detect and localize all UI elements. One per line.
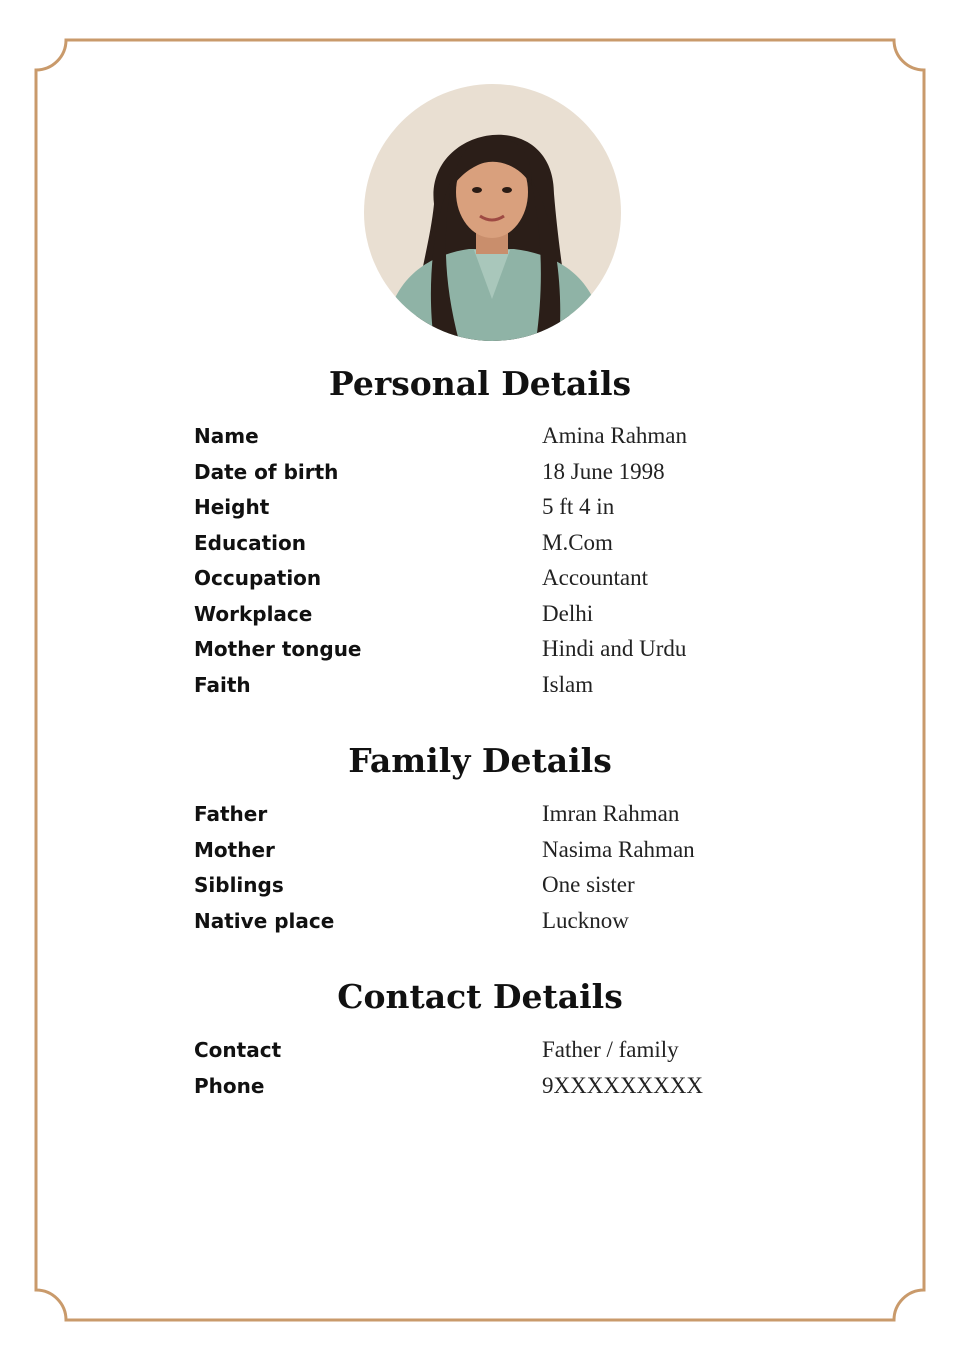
detail-row-education — [194, 529, 814, 565]
field-label: Phone — [194, 1073, 265, 1098]
detail-row-faith — [194, 671, 814, 707]
detail-row-height — [194, 493, 814, 529]
field-value: Hindi and Urdu — [542, 636, 687, 661]
field-label: Occupation — [194, 566, 322, 590]
field-value: Islam — [542, 671, 594, 697]
personal-details-heading: Personal Details — [328, 364, 632, 403]
field-value: M.Com — [542, 529, 613, 555]
detail-row-mother — [194, 836, 814, 872]
field-label: Siblings — [194, 873, 284, 897]
field-label: Date of birth — [194, 459, 339, 484]
field-label: Contact — [194, 1038, 282, 1062]
contact-details-heading: Contact Details — [337, 977, 623, 1016]
detail-row-native-place — [194, 907, 814, 943]
detail-row-occupation — [194, 564, 814, 600]
field-value: 5 ft 4 in — [542, 494, 615, 519]
field-value: 18 June 1998 — [542, 458, 665, 484]
field-value: Lucknow — [542, 907, 629, 933]
detail-row-mother-tongue — [194, 635, 814, 671]
detail-row-contact — [194, 1036, 814, 1072]
field-value: Nasima Rahman — [542, 836, 695, 862]
field-label: Mother — [194, 837, 275, 862]
detail-row-name — [194, 422, 814, 458]
detail-row-workplace — [194, 600, 814, 636]
field-value: One sister — [542, 872, 635, 897]
detail-row-father — [194, 800, 814, 836]
detail-row-phone — [194, 1072, 814, 1108]
profile-photo — [364, 84, 621, 341]
field-value: Father / family — [542, 1037, 679, 1062]
field-value: Amina Rahman — [542, 423, 687, 448]
field-label: Workplace — [194, 601, 313, 626]
field-label: Mother tongue — [194, 637, 362, 661]
field-label: Height — [194, 495, 270, 519]
field-label: Education — [194, 530, 306, 555]
detail-row-date-of-birth — [194, 458, 814, 494]
field-label: Native place — [194, 908, 335, 933]
field-value: Accountant — [542, 565, 649, 590]
field-value: 9XXXXXXXXX — [542, 1072, 703, 1098]
field-value: Delhi — [542, 600, 594, 626]
personal-details-list — [194, 422, 814, 706]
field-label: Father — [194, 802, 268, 826]
field-label: Faith — [194, 672, 251, 697]
field-value: Imran Rahman — [542, 801, 680, 826]
field-label: Name — [194, 424, 259, 448]
contact-details-list — [194, 1036, 814, 1107]
detail-row-siblings — [194, 871, 814, 907]
family-details-list — [194, 800, 814, 942]
family-details-heading: Family Details — [348, 741, 612, 780]
